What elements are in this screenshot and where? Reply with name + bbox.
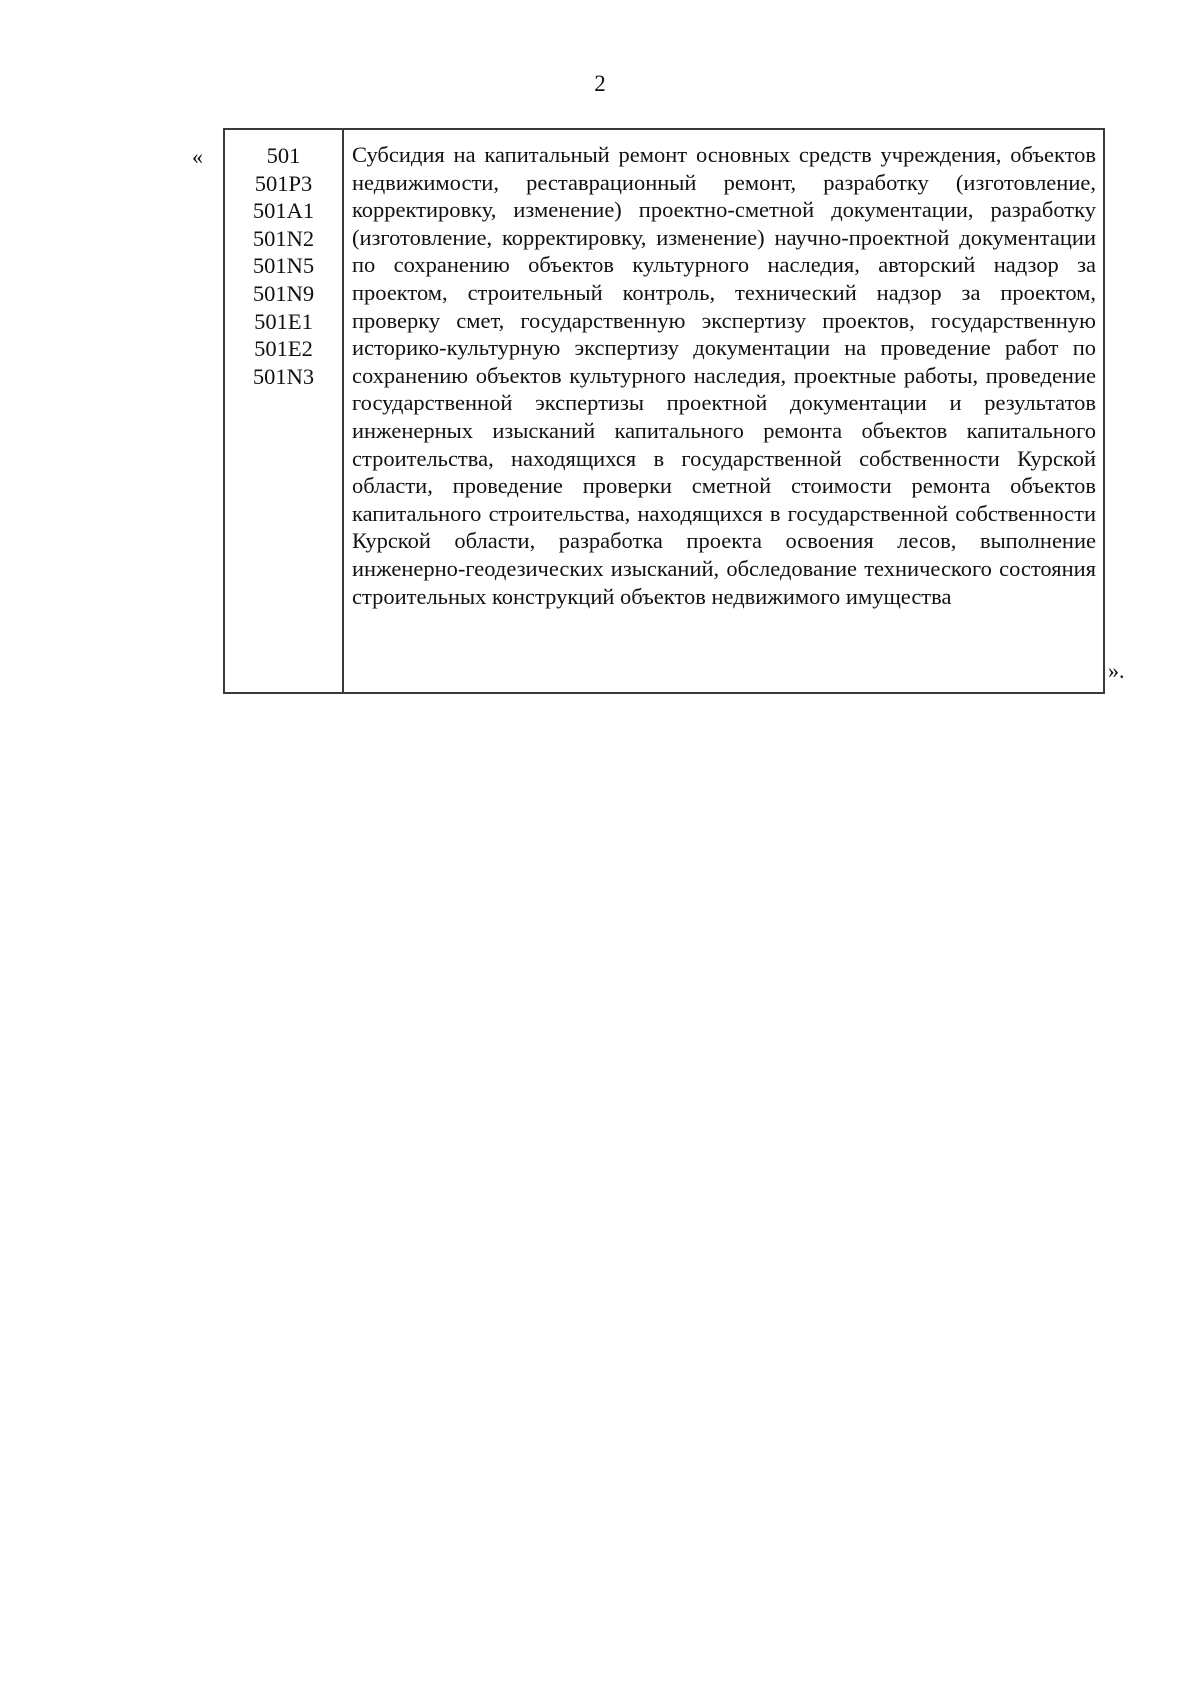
code-item: 501N2 [252, 225, 315, 251]
page-number: 2 [594, 71, 606, 96]
budget-code-table [223, 128, 1105, 694]
description-cell [344, 130, 1103, 692]
code-item: 501A1 [252, 198, 315, 224]
code-item: 501P3 [254, 170, 313, 196]
code-item: 501E1 [254, 308, 313, 334]
description-text: Субсидия на капитальный ремонт основных средств учреждения, объектов недвижимости, реставрационный ремонт, разработку (изготовление, корректировку, изменение) проектно-сметной документации, разработку (изготовление, корректировку, изменение) научно-проектной документации по сохранению объектов культурного наследия, авторский надзор за проектом, строительный контроль, технический надзор за проектом, проверку смет, государственную экспертизу проектов, государственную историко-культурную экспертизу документации на проведение работ по сохранению объектов культурного наследия, проектные работы, проведение государственной экспертизы проектной документации и результатов инженерных изысканий капитального ремонта объектов капитального строительства, находящихся в государственной собственности Курской области, проведение проверки сметной стоимости ремонта объектов капитального строительства, находящихся в государственной собственности Курской области, разработка проекта освоения лесов, выполнение инженерно-геодезических изысканий, обследование технического состояния строительных конструкций объектов недвижимого имущества [352, 142, 1096, 609]
codes-cell [225, 130, 344, 692]
code-item: 501N3 [252, 363, 315, 389]
closing-quote: ». [1108, 658, 1125, 683]
code-item: 501 [266, 143, 301, 168]
code-item: 501N5 [252, 253, 315, 279]
code-item: 501E2 [254, 336, 313, 362]
code-item: 501N9 [252, 280, 315, 306]
opening-quote: « [192, 144, 203, 169]
